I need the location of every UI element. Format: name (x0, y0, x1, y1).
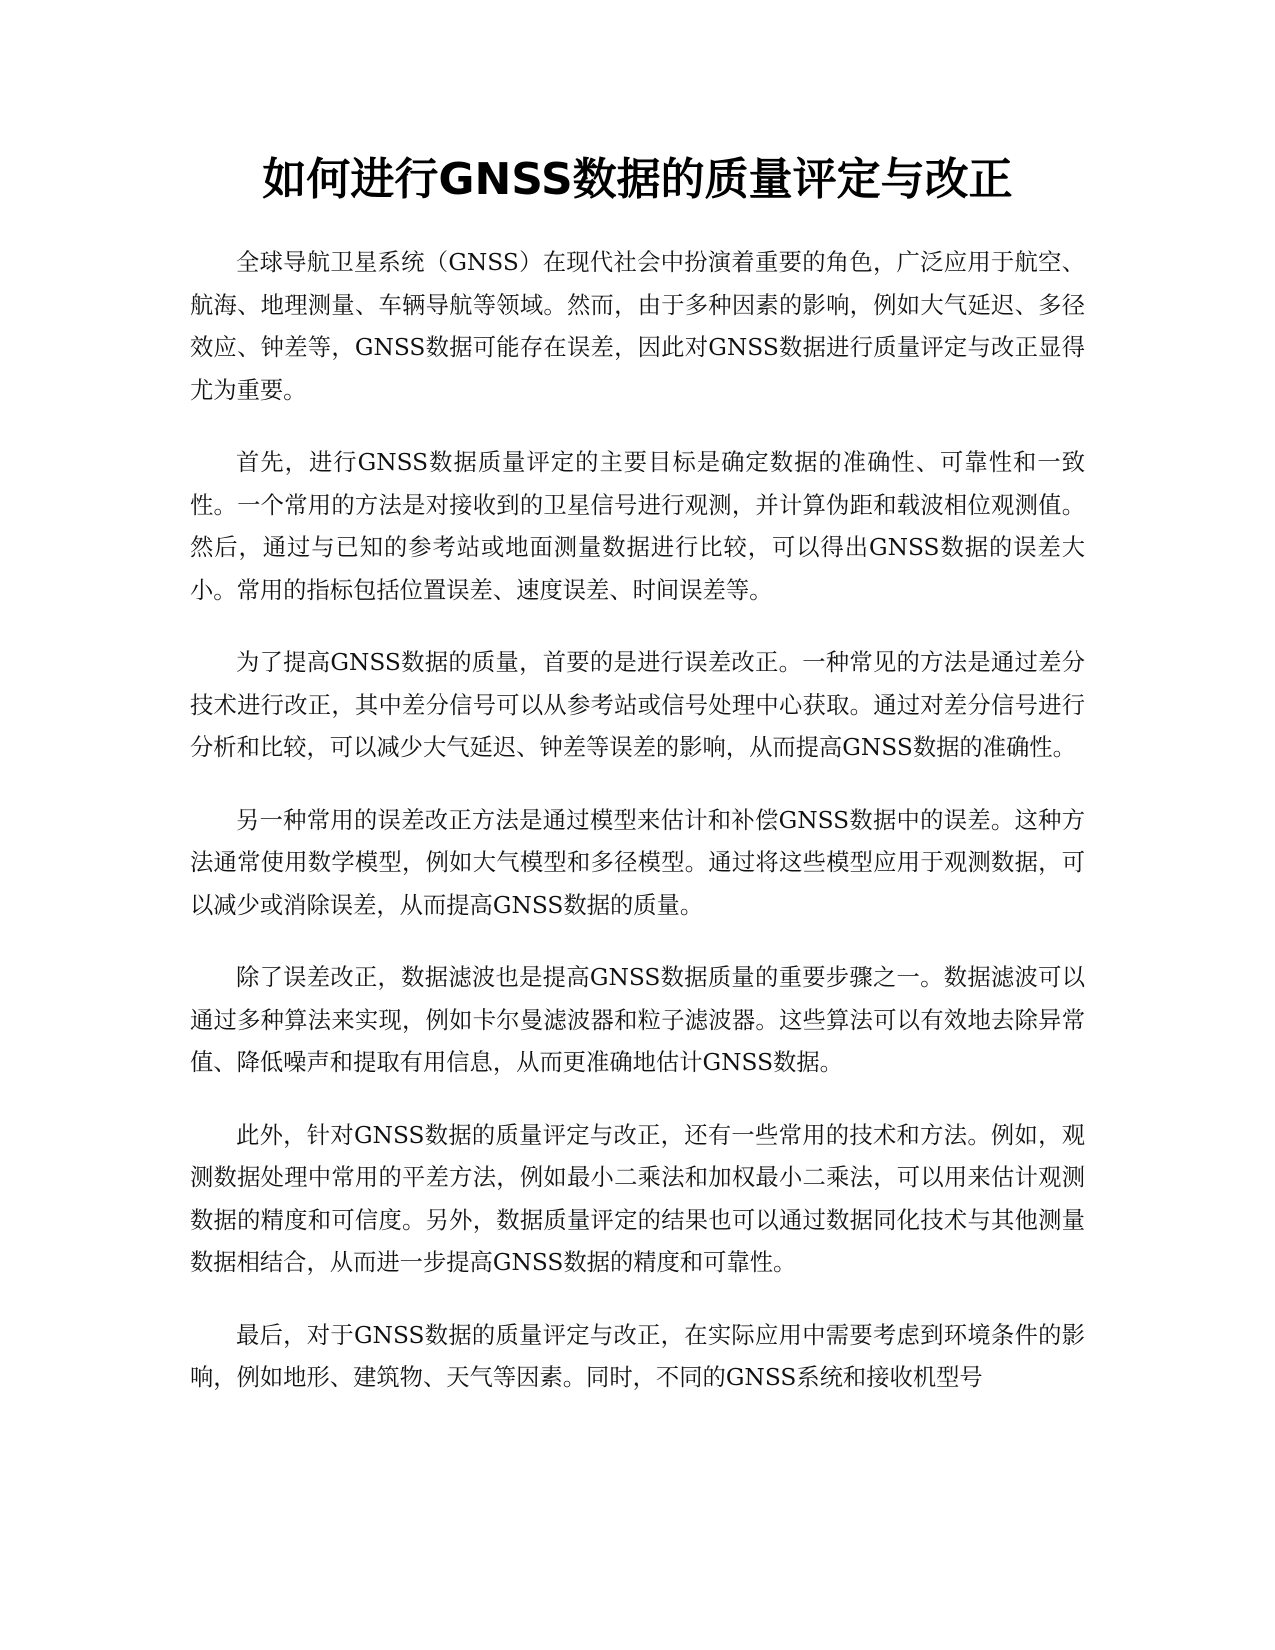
paragraph-5: 除了误差改正，数据滤波也是提高GNSS数据质量的重要步骤之一。数据滤波可以通过多种算法来实现，例如卡尔曼滤波器和粒子滤波器。这些算法可以有效地去除异常值、降低噪声和提取有用信息，从而更准确地估计GNSS数据。 (190, 964, 1085, 1076)
paragraph-1: 全球导航卫星系统（GNSS）在现代社会中扮演着重要的角色，广泛应用于航空、航海、地理测量、车辆导航等领域。然而，由于多种因素的影响，例如大气延迟、多径效应、钟差等，GNSS数据可能存在误差，因此对GNSS数据进行质量评定与改正显得尤为重要。 (190, 249, 1085, 404)
paragraph-3: 为了提高GNSS数据的质量，首要的是进行误差改正。一种常见的方法是通过差分技术进行改正，其中差分信号可以从参考站或信号处理中心获取。通过对差分信号进行分析和比较，可以减少大气延迟、钟差等误差的影响，从而提高GNSS数据的准确性。 (190, 649, 1085, 761)
document-body (190, 242, 1085, 1430)
document-title: 如何进行GNSS数据的质量评定与改正 (262, 154, 1013, 205)
paragraph-4: 另一种常用的误差改正方法是通过模型来估计和补偿GNSS数据中的误差。这种方法通常使用数学模型，例如大气模型和多径模型。通过将这些模型应用于观测数据，可以减少或消除误差，从而提高GNSS数据的质量。 (190, 806, 1085, 919)
paragraph-2: 首先，进行GNSS数据质量评定的主要目标是确定数据的准确性、可靠性和一致性。一个常用的方法是对接收到的卫星信号进行观测，并计算伪距和载波相位观测值。然后，通过与已知的参考站或地面测量数据进行比较，可以得出GNSS数据的误差大小。常用的指标包括位置误差、速度误差、时间误差等。 (190, 449, 1085, 604)
paragraph-6: 此外，针对GNSS数据的质量评定与改正，还有一些常用的技术和方法。例如，观测数据处理中常用的平差方法，例如最小二乘法和加权最小二乘法，可以用来估计观测数据的精度和可信度。另外，数据质量评定的结果也可以通过数据同化技术与其他测量数据相结合，从而进一步提高GNSS数据的精度和可靠性。 (190, 1121, 1085, 1276)
paragraph-7: 最后，对于GNSS数据的质量评定与改正，在实际应用中需要考虑到环境条件的影响，例如地形、建筑物、天气等因素。同时，不同的GNSS系统和接收机型号 (190, 1321, 1085, 1391)
